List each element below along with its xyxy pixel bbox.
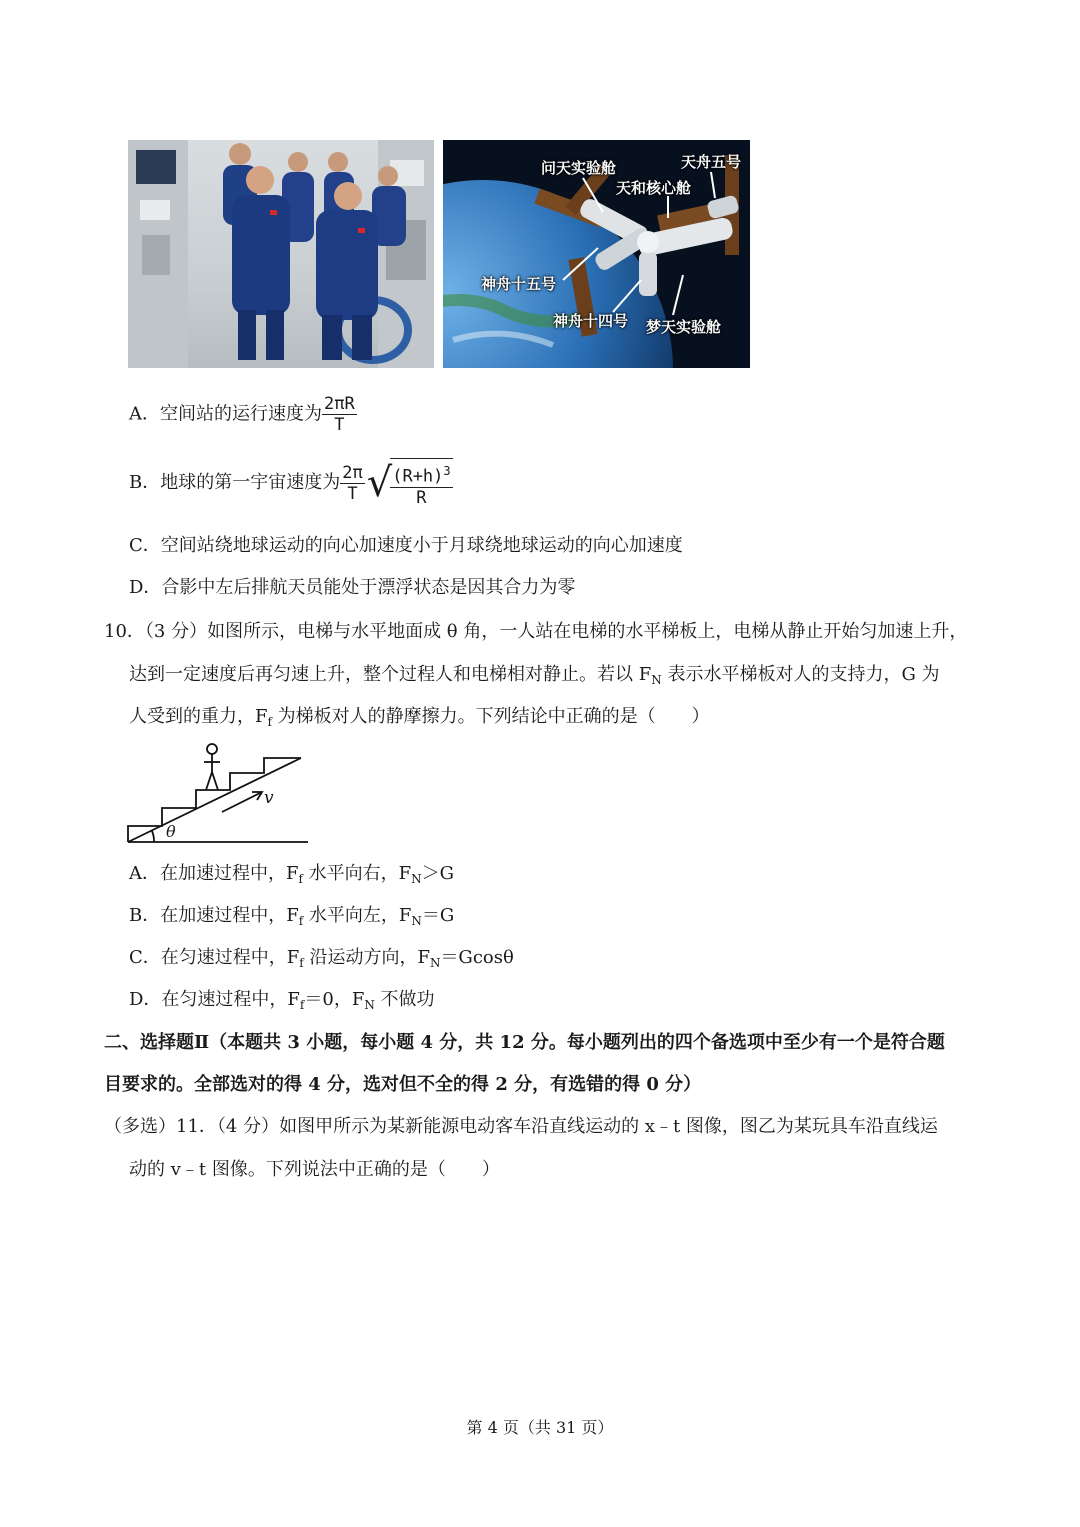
q10-option-a-part3: ＞G [421, 863, 455, 884]
label-shenzhou15: 神舟十五号 [481, 275, 557, 293]
q9-option-b-root-fraction [390, 458, 452, 508]
q10-line3-part-b: 为梯板对人的静摩擦力。下列结论中正确的是（ ） [271, 706, 710, 727]
q9-option-b-numerator: 2π [342, 462, 363, 483]
q10-option-d-part2: ＝0，F [304, 989, 365, 1010]
astronaut-group-photo [128, 140, 434, 368]
astronaut-photo-drawing [128, 140, 434, 368]
q9-option-b-text: B．地球的第一宇宙速度为 [129, 472, 341, 493]
label-tianzhou: 天舟五号 [681, 153, 742, 171]
q11-stem-line2: 动的 v﹣t 图像。下列说法中正确的是（ ） [129, 1159, 500, 1180]
q10-option-b-sub2: N [411, 914, 422, 928]
q10-option-d-part3: 不做功 [374, 989, 435, 1010]
q10-line2-part-a: 达到一定速度后再匀速上升，整个过程人和电梯相对静止。若以 F [129, 664, 652, 685]
q9-option-a-numerator: 2πR [324, 394, 355, 414]
q10-option-c-part2: 沿运动方向，F [303, 947, 430, 968]
section2-heading-line2: 目要求的。全部选对的得 4 分，选对但不全的得 2 分，有选错的得 0 分） [104, 1074, 702, 1095]
q11-stem-line1: （多选）11．（4 分）如图甲所示为某新能源电动客车沿直线运动的 x﹣t 图像，图乙为某玩具车沿直线运 [104, 1116, 938, 1137]
q10-line3-part-a: 人受到的重力，F [129, 706, 268, 727]
theta-label: θ [166, 822, 176, 841]
q9-option-b-root-num-text: (R+h) [392, 466, 444, 487]
q9-option-b-root-denominator: R [416, 487, 427, 508]
label-tianhe: 天和核心舱 [616, 179, 692, 197]
q10-option-c-part3: ＝Gcosθ [440, 947, 514, 968]
label-shenzhou14: 神舟十四号 [553, 312, 629, 330]
label-wentian: 问天实验舱 [541, 159, 617, 177]
q10-option-c [129, 945, 514, 976]
sqrt-icon: √ [366, 460, 393, 506]
q10-option-a-part2: 水平向右，F [302, 863, 412, 884]
space-station-diagram [443, 140, 750, 368]
q9-option-b-denominator: T [347, 483, 358, 504]
q10-line3-sub: f [267, 715, 272, 729]
q10-line2-part-b: 表示水平梯板对人的支持力，G 为 [661, 664, 940, 685]
q10-option-b-part1: B．在加速过程中，F [129, 905, 299, 926]
q10-option-d [129, 987, 435, 1018]
q9-option-a-text: A．空间站的运行速度为 [129, 403, 322, 425]
q10-option-b-part2: 水平向左，F [303, 905, 412, 926]
label-mengtian: 梦天实验舱 [646, 318, 722, 336]
q9-option-a-fraction [322, 394, 357, 435]
q10-option-b-part3: ＝G [421, 905, 455, 926]
q10-stem-line2 [129, 662, 940, 693]
q10-option-a-part1: A．在加速过程中，F [129, 863, 299, 884]
label-arrows [443, 140, 750, 368]
q10-option-a-sub1: f [298, 872, 303, 886]
q10-option-b-sub1: f [298, 914, 304, 928]
q9-option-a [129, 394, 357, 435]
q9-option-a-denominator: T [334, 415, 345, 435]
q10-stem-line3 [129, 704, 710, 735]
q10-option-a-sub2: N [411, 872, 422, 886]
q10-option-c-part1: C．在匀速过程中，F [129, 947, 300, 968]
q10-option-d-part1: D．在匀速过程中，F [129, 989, 300, 1010]
q10-option-d-sub1: f [299, 998, 305, 1012]
q10-stem-line1: 10．（3 分）如图所示，电梯与水平地面成 θ 角，一人站在电梯的水平梯板上，电梯从静止开始匀加速上升， [104, 621, 968, 642]
q9-option-b-root-numerator [390, 461, 452, 488]
escalator-drawing [126, 738, 310, 846]
q10-line2-sub: N [651, 673, 662, 687]
velocity-label: v [264, 788, 274, 808]
escalator-figure [126, 738, 310, 846]
q9-option-b [129, 456, 453, 510]
q10-option-c-sub2: N [429, 956, 441, 970]
q9-option-b-fraction [340, 463, 364, 504]
section2-heading-line1: 二、选择题Ⅱ（本题共 3 小题，每小题 4 分，共 12 分。每小题列出的四个备选项中至少有一个是符合题 [104, 1032, 945, 1053]
q10-option-b [129, 903, 454, 934]
q9-option-b-root-exponent: 3 [443, 464, 451, 479]
q10-option-c-sub1: f [299, 956, 304, 970]
q10-option-d-sub2: N [364, 998, 375, 1012]
q9-option-d: D．合影中左后排航天员能处于漂浮状态是因其合力为零 [129, 577, 576, 598]
q10-option-a [129, 861, 454, 892]
q9-option-c: C．空间站绕地球运动的向心加速度小于月球绕地球运动的向心加速度 [129, 535, 683, 556]
page-footer: 第 4 页（共 31 页） [466, 1418, 614, 1437]
